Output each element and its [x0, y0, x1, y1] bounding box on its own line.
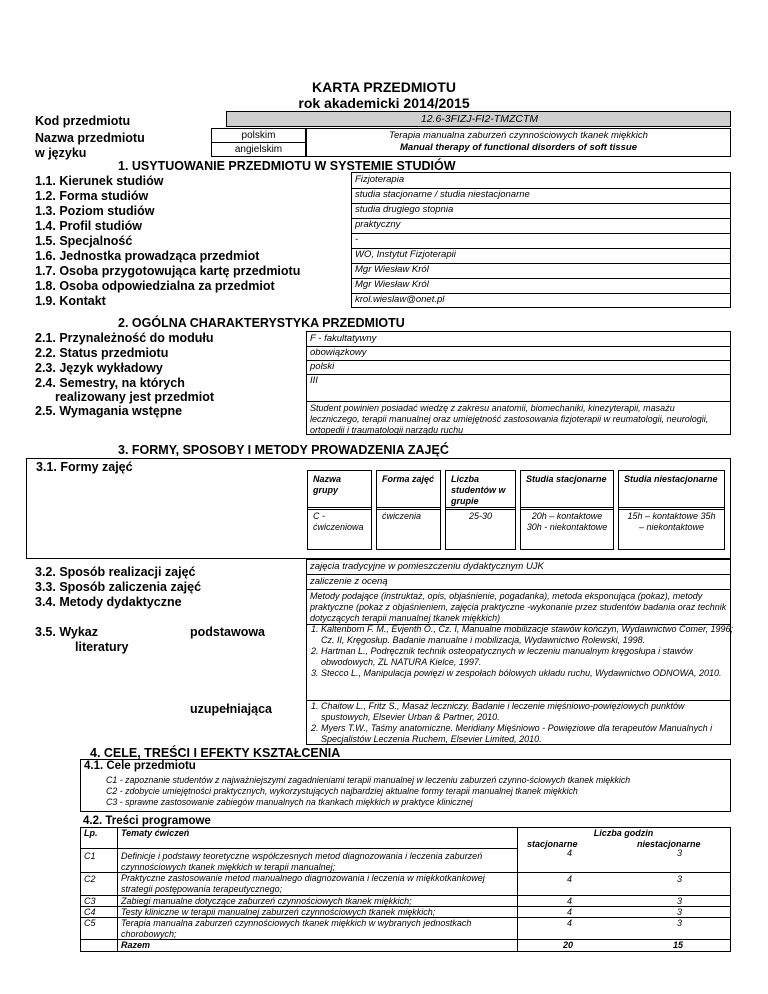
- content-table: [80, 827, 731, 952]
- s1-label: 1.8. Osoba odpowiedzialna za przedmiot: [35, 279, 275, 293]
- td-stationary: 20h – kontaktowe 30h - niekontaktowe: [526, 511, 608, 532]
- row-niestac: 3: [677, 918, 683, 928]
- s2-label: 2.3. Język wykładowy: [35, 361, 163, 375]
- lit-extra-item: 1. Chaitow L., Fritz S., Masaż leczniczy. Badanie i leczenie mięśniowo-powięziowych punktów spustowych, Elsevier Urban & Partner, 2010.: [321, 701, 736, 723]
- s1-value: Mgr Wiesław Król: [355, 279, 429, 290]
- row-niestac: 3: [677, 874, 683, 884]
- goal-item: C2 - zdobycie umiejętności praktycznych, wykorzystujących najbardziej aktualne formy terapii manualnej tkanek miękkich: [106, 786, 578, 796]
- s1-value: studia stacjonarne / studia niestacjonarne: [355, 189, 530, 200]
- col-stac: stacjonarne: [527, 839, 578, 849]
- s2-label: 2.2. Status przedmiotu: [35, 346, 169, 360]
- row-niestac: 3: [677, 907, 683, 917]
- section4-title: 4. CELE, TREŚCI I EFEKTY KSZTAŁCENIA: [90, 746, 341, 760]
- lit-basic-item: 3. Stecco L., Manipulacja powięzi w zespołach bólowych układu ruchu, Wydawnictwo ODNOWA, 2010.: [321, 668, 736, 679]
- th-group-name: Nazwa grupy: [313, 474, 342, 495]
- row-stac: 4: [567, 907, 573, 917]
- s1-value: praktyczny: [355, 219, 401, 230]
- name-label: Nazwa przedmiotu: [35, 131, 145, 145]
- section2-values-box: [306, 331, 731, 435]
- r32-label: 3.2. Sposób realizacji zajęć: [35, 565, 196, 579]
- s2-label: 2.4. Semestry, na których: [35, 376, 185, 390]
- row-lp: C2: [84, 874, 96, 884]
- forms-table: [307, 470, 727, 550]
- r34-value: Metody podające (instruktaż, opis, objaśnienie, pogadanka), metoda eksponująca (pokaz), metody praktyczne (pokaz z objaśnieniem, zajęcia praktyczne -wykonanie przez studentów badania oraz technik dotyczących terapii manualnej tkanek miękkich): [310, 591, 727, 623]
- r34-label: 3.4. Metody dydaktyczne: [35, 595, 182, 609]
- th-extramural: Studia niestacjonarne: [624, 474, 718, 484]
- academic-year: rok akademicki 2014/2015: [298, 95, 470, 111]
- polish-name: Terapia manualna zaburzeń czynnościowych tkanek miękkich: [389, 130, 648, 141]
- s2-label: 2.1. Przynależność do modułu: [35, 331, 214, 345]
- row-lp: C4: [84, 907, 96, 917]
- td-extramural: 15h – kontaktowe 35h – niekontaktowe: [627, 511, 716, 532]
- forms-label: 3.1. Formy zajęć: [36, 460, 133, 474]
- lit-extra-list: [307, 701, 736, 745]
- code-box: [226, 111, 731, 127]
- english-label: angielskim: [234, 144, 283, 155]
- s1-value: Fizjoterapia: [355, 174, 405, 185]
- name-value-box: [306, 128, 731, 157]
- row-lp: C5: [84, 918, 96, 928]
- lit-label: 3.5. Wykaz: [35, 625, 99, 639]
- goals-box: [80, 759, 731, 812]
- goal-item: C3 - sprawne zastosowanie zabiegów manualnych na tkankach miękkich w praktyce klinicznej: [106, 797, 473, 807]
- row-lp: C3: [84, 896, 96, 906]
- polish-label: polskim: [241, 130, 276, 141]
- lit-extra-label: uzupełniająca: [190, 702, 272, 716]
- s1-label: 1.3. Poziom studiów: [35, 204, 155, 218]
- content-title: 4.2. Treści programowe: [83, 815, 211, 827]
- total-label: Razem: [121, 940, 151, 950]
- r33-value: zaliczenie z oceną: [310, 576, 388, 587]
- s1-label: 1.7. Osoba przygotowująca kartę przedmiotu: [35, 264, 301, 278]
- td-students: 25-30: [468, 511, 493, 521]
- s1-value: WO, Instytut Fizjoterapii: [355, 249, 456, 260]
- lit-basic-item: 1. Kaltenborn F. M., Evjenth O., Cz. I, Manualne mobilizacje stawów kończyn, Wydawnictwo Comer, 1996; Cz. II, Kręgosłup. Badanie manualne i mobilizacja, Wydawnictwo Rolewski, 1998.: [321, 624, 736, 646]
- s2-value: III: [310, 375, 318, 386]
- code-label: Kod przedmiotu: [35, 114, 131, 128]
- row-topic: Definicje i podstawy teoretyczne współczesnych metod diagnozowania i leczenia zaburzeń czynnościowych tkanek miękkich w terapii manualnej;: [121, 851, 483, 872]
- goal-item: C1 - zapoznanie studentów z najważniejszymi zagadnieniami terapii manualnej w leczeniu zaburzeń czynno-ściowych tkanek miękkich: [106, 775, 631, 785]
- s1-value: krol.wieslaw@onet.pl: [355, 294, 445, 305]
- s1-value: -: [355, 234, 359, 245]
- s2-value: polski: [310, 361, 335, 372]
- english-name: Manual therapy of functional disorders of soft tissue: [400, 142, 637, 153]
- col-lp: Lp.: [84, 828, 98, 838]
- english-label-box: [211, 142, 306, 157]
- s1-label: 1.4. Profil studiów: [35, 219, 142, 233]
- s1-label: 1.1. Kierunek studiów: [35, 174, 164, 188]
- row-topic: Terapia manualna zaburzeń czynnościowych tkanek miękkich w wybranych jednostkach chorobowych;: [121, 918, 472, 939]
- lit-basic-item: 2. Hartman L., Podręcznik technik osteopatycznych w leczeniu manualnym kręgosłupa i stawów obwodowych, ZL NATURA Kielce, 1997.: [321, 646, 736, 668]
- row-stac: 4: [567, 874, 573, 884]
- code-value: 12.6-3FIZJ-FI2-TMZCTM: [420, 113, 539, 125]
- section3-values-box: [306, 559, 734, 745]
- row-niestac: 3: [677, 896, 683, 906]
- col-topic: Tematy ćwiczeń: [121, 828, 190, 838]
- s1-value: studia drugiego stopnia: [355, 204, 454, 215]
- lit-basic-list: [307, 624, 736, 679]
- page-title: KARTA PRZEDMIOTU: [312, 79, 456, 95]
- row-stac: 4: [567, 848, 573, 858]
- s1-label: 1.2. Forma studiów: [35, 189, 149, 203]
- section1-title: 1. USYTUOWANIE PRZEDMIOTU W SYSTEMIE STUDIÓW: [118, 159, 456, 173]
- s2-value: Student powinien posiadać wiedzę z zakresu anatomii, biomechaniki, kinezyterapii, masażu leczniczego, terapii manualnej oraz umiejętność zastosowania fizjoterapii w reumatologii, neurologii, ortopedii i traumatologii narządu ruchu: [310, 403, 709, 435]
- td-form: ćwiczenia: [382, 511, 422, 521]
- name-label-lang: w języku: [35, 146, 87, 160]
- lit-extra-item: 2. Myers T.W., Taśmy anatomiczne. Meridiany Mięśniowo - Powięziowe dla terapeutów Manualnych i Specjalistów Leczenia Ruchem, Elsevier Limited, 2010.: [321, 723, 736, 745]
- td-group-name: C - ćwiczeniowa: [313, 511, 364, 532]
- section2-title: 2. OGÓLNA CHARAKTERYSTYKA PRZEDMIOTU: [118, 316, 405, 330]
- total-niestac: 15: [673, 940, 684, 950]
- s1-value: Mgr Wiesław Król: [355, 264, 429, 275]
- row-topic: Testy kliniczne w terapii manualnej zaburzeń czynnościowych tkanek miękkich;: [121, 907, 436, 917]
- section3-title: 3. FORMY, SPOSOBY I METODY PROWADZENIA ZAJĘĆ: [118, 443, 449, 457]
- r32-value: zajęcia tradycyjne w pomieszczeniu dydaktycznym UJK: [310, 561, 544, 572]
- section1-values-box: [351, 172, 731, 308]
- r33-label: 3.3. Sposób zaliczenia zajęć: [35, 580, 202, 594]
- lit-label-2: literatury: [75, 640, 129, 654]
- s2-value: F - fakultatywny: [310, 333, 377, 344]
- row-stac: 4: [567, 918, 573, 928]
- row-stac: 4: [567, 896, 573, 906]
- s1-label: 1.5. Specjalność: [35, 234, 133, 248]
- s1-label: 1.9. Kontakt: [35, 294, 106, 308]
- s2-label: 2.5. Wymagania wstępne: [35, 404, 183, 418]
- s2-value: obowiązkowy: [310, 347, 367, 358]
- th-students: Liczba studentów w grupie: [451, 474, 506, 506]
- col-niestac: niestacjonarne: [637, 839, 701, 849]
- polish-label-box: [211, 128, 306, 143]
- th-stationary: Studia stacjonarne: [526, 474, 607, 484]
- lit-basic-label: podstawowa: [190, 625, 266, 639]
- total-stac: 20: [563, 940, 574, 950]
- row-lp: C1: [84, 851, 96, 861]
- col-hours: Liczba godzin: [593, 828, 654, 838]
- th-form: Forma zajęć: [382, 474, 435, 484]
- row-topic: Zabiegi manualne dotyczące zaburzeń czynnościowych tkanek miękkich;: [121, 896, 412, 906]
- s2-label: realizowany jest przedmiot: [55, 390, 215, 404]
- row-topic: Praktyczne zastosowanie metod manualnego diagnozowania i leczenia w miękkotkankowej strategii postępowania terapeutycznego;: [121, 873, 485, 894]
- s1-label: 1.6. Jednostka prowadząca przedmiot: [35, 249, 260, 263]
- goals-title: 4.1. Cele przedmiotu: [84, 760, 196, 772]
- row-niestac: 3: [677, 848, 683, 858]
